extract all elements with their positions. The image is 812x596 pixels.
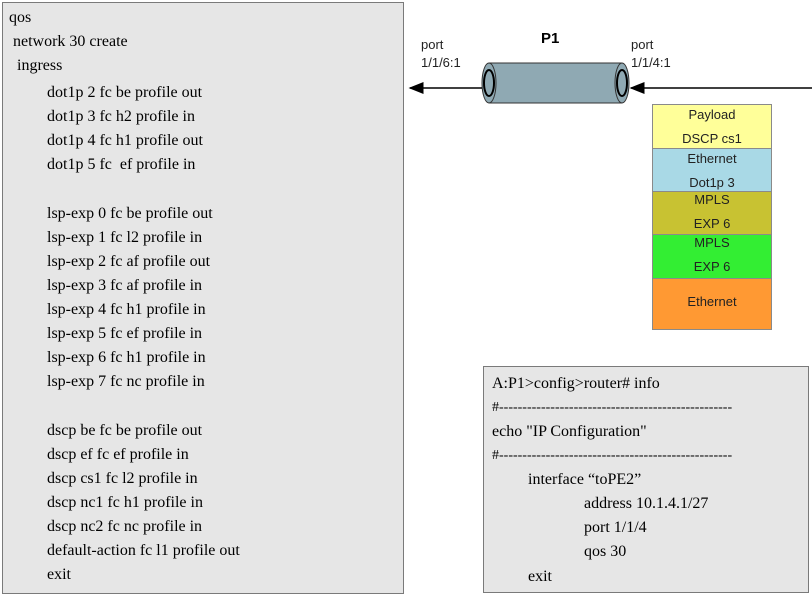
qos-line: ingress <box>9 57 63 74</box>
ingress-port-label: port <box>631 37 654 52</box>
layer-name: MPLS <box>694 235 730 250</box>
packet-layer-ethernet <box>652 278 772 330</box>
packet-layer-mpls-outer <box>652 191 772 235</box>
qos-line: default-action fc l1 profile out <box>47 542 240 559</box>
router-config-panel <box>483 366 809 593</box>
ingress-port-id: 1/1/4:1 <box>631 55 671 70</box>
qos-line: lsp-exp 4 fc h1 profile in <box>47 301 206 318</box>
layer-field: Dot1p 3 <box>689 175 735 190</box>
layer-field: EXP 6 <box>693 259 731 274</box>
qos-line: dscp be fc be profile out <box>47 422 203 439</box>
packet-layer-payload <box>652 104 772 149</box>
packet-layer-mpls-inner <box>652 234 772 279</box>
layer-name: Payload <box>688 107 736 122</box>
layer-name: MPLS <box>694 192 730 207</box>
layer-field: DSCP cs1 <box>682 131 742 146</box>
router-line: interface “toPE2” <box>528 471 642 488</box>
egress-port-id: 1/1/6:1 <box>421 55 461 70</box>
qos-line: lsp-exp 7 fc nc profile in <box>47 373 205 390</box>
router-cylinder <box>482 63 629 103</box>
qos-line: dscp ef fc ef profile in <box>47 446 189 463</box>
qos-line: dscp nc2 fc nc profile in <box>47 518 203 535</box>
qos-line: lsp-exp 2 fc af profile out <box>47 253 211 270</box>
qos-line: dot1p 4 fc h1 profile out <box>47 132 203 149</box>
router-line: echo "IP Configuration" <box>492 423 647 440</box>
router-line: qos 30 <box>584 543 627 560</box>
qos-line: dscp nc1 fc h1 profile in <box>47 494 203 511</box>
router-line: #-------------------------------------------------- <box>492 448 733 463</box>
router-line: #-------------------------------------------------- <box>492 400 733 415</box>
qos-line: lsp-exp 0 fc be profile out <box>47 205 213 222</box>
qos-line: dscp cs1 fc l2 profile in <box>47 470 198 487</box>
packet-layer-ethernet-dot1p <box>652 148 772 192</box>
qos-line: lsp-exp 1 fc l2 profile in <box>47 229 203 246</box>
router-line: port 1/1/4 <box>584 519 647 536</box>
qos-line: exit <box>47 566 71 583</box>
layer-name: Ethernet <box>687 294 737 309</box>
qos-line: lsp-exp 5 fc ef profile in <box>47 325 203 342</box>
router-line: A:P1>config>router# info <box>492 375 660 392</box>
qos-line: network 30 create <box>9 33 128 50</box>
router-line: address 10.1.4.1/27 <box>584 495 709 512</box>
layer-name: Ethernet <box>687 151 737 166</box>
qos-line: lsp-exp 3 fc af profile in <box>47 277 203 294</box>
router-name: P1 <box>541 30 560 47</box>
qos-line: dot1p 3 fc h2 profile in <box>47 108 195 125</box>
qos-line: lsp-exp 6 fc h1 profile in <box>47 349 206 366</box>
qos-line: qos <box>9 9 32 26</box>
layer-field: EXP 6 <box>693 216 731 231</box>
qos-line: dot1p 5 fc ef profile in <box>47 156 196 173</box>
qos-line: dot1p 2 fc be profile out <box>47 84 203 101</box>
router-line: exit <box>528 568 552 585</box>
egress-port-label: port <box>421 37 444 52</box>
